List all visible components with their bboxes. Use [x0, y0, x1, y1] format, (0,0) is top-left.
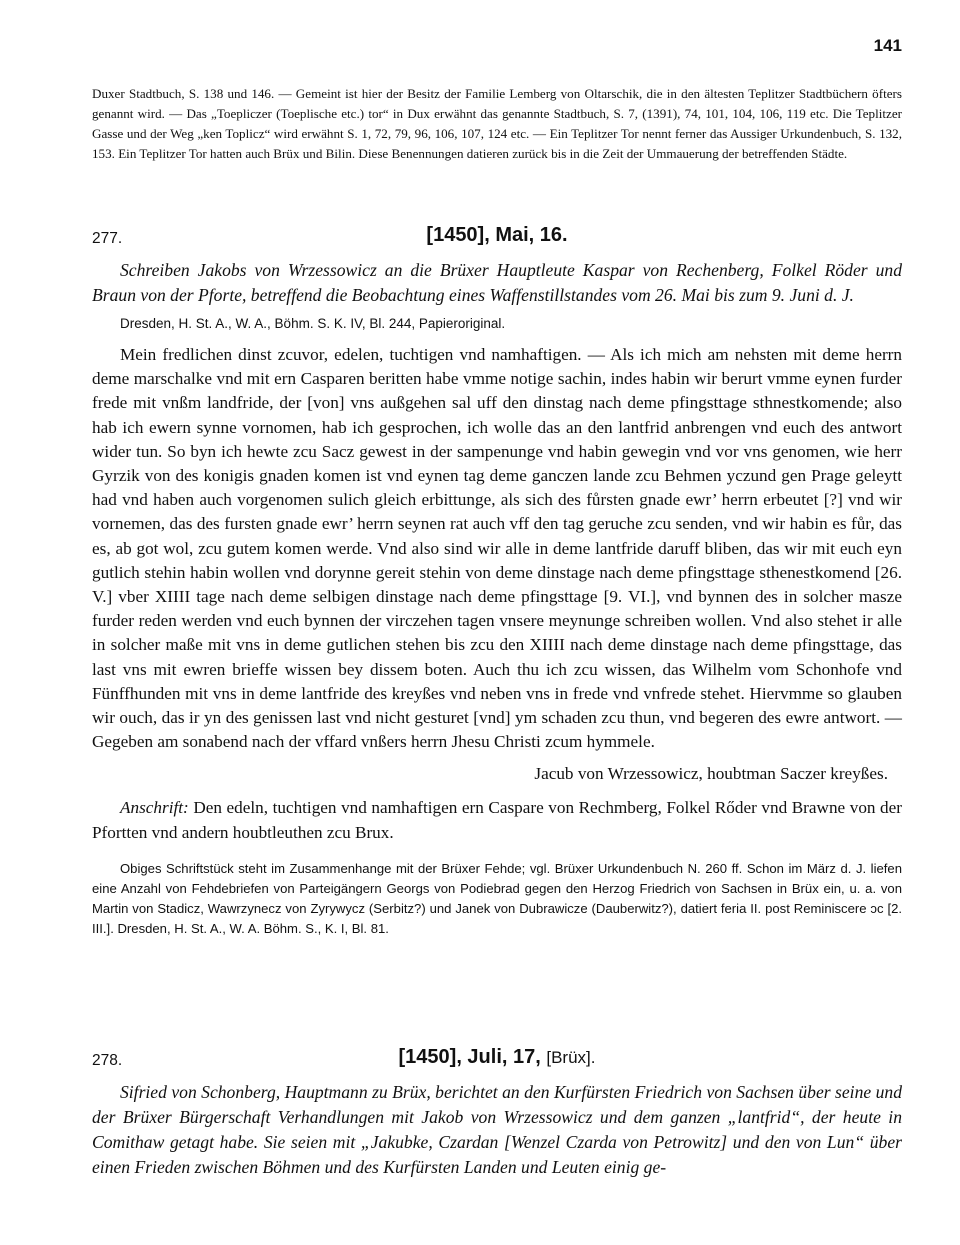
- regest: Schreiben Jakobs von Wrzessowicz an die Brüxer Hauptleute Kaspar von Rechenberg, Folkel Röder und Braun von der Pforte, betreffend die Beobachtung eines Waffenstillstandes vom 26. Mai bis zum 9. Juni d. J.: [92, 260, 902, 305]
- entry-header: [92, 1046, 902, 1074]
- regest: Sifried von Schonberg, Hauptmann zu Brüx, berichtet an den Kurfürsten Friedrich von Sachsen über seine und der Brüxer Bürgerschaft Verhandlungen mit Jakob von Wrzessowicz und dem ganzen „lantfrid“, der heute in Comithaw getagt habe. Sie seien mit „Jakubke, Czardan [Wenzel Czarda von Petrowitz] und den von Lun“ über einen Frieden zwischen Böhmen und des Kurfürsten Landen und Leuten einig ge-: [92, 1082, 902, 1177]
- document-text: Mein fredlichen dinst zcuvor, edelen, tuchtigen vnd namhaftigen. — Als ich mich am nehsten mit deme herrn deme marschalke vnd mit ern Casparen beritten habe vmme notige sachin, indes habin wir berurt vmme eynen furder frede mit vnßm landfride, der [von] vns außgehen sal uff den dinstag nach deme pfingsttage sthnestkomende; also hab ich ewern synne vornomen, hab ich gesprochen, ich wolle das an den lantfrid anbrengen vnd euch des antwort wider tun. So byn ich hewte zcu Sacz gewest in der sampenunge vnd habin gewegin vnd vor vns genomen, wie herr Gyrzik von des konigis gnaden komen ist vnd eynen tag deme ganczen lande zcu Behmen yczund gen Prage geleytt had vnd haben auch vorgenomen sulich gleich erbittunge, als sich des fůrsten gnade ewr’ herrn erbeutet [?] vnd wir vornemen, das des fursten gnade ewr’ herrn seynen rat auch vff den tag geruche zcu senden, vnd wir habin es fůr, das es, ab got wol, zcu gutem komen werde. Vnd also sind wir alle in deme lantfride daruff bliben, das wir mit euch eyn gutlich stehin habin wollen vnd dorynne gereit stehin von deme dinstage nach deme pfingsttage sthenestkomend [26. V.] vber XIIII tage nach deme selbigen dinstage nach deme pfingsttage [9. VI.], vnd bynnen des in solcher masze furder reden werden vnd euch bynnen der virczehen tagen vnsere meynunge schreiben wollen. Vnd also stehet ir alle in solcher maße mit vns in deme gutlichen stehen bis zcu den XIIII nach deme dinstage nach deme pfingsttage, das last vns mit ewren brieffe wissen bey dissem boten. Auch thu ich zcu wissen, das Wilhelm vom Schonhofe vnd Fünffhunden mit vns in deme lantfride des kreyßes vnd neben vns in frede vnd vnfrede stehet. Hiervmme so glauben wir ouch, das ir yn des genissen last vnd nicht gesturet [vnd] ym schaden zcu thun, vnd begeren des ewre antwort. — Gegeben am sonabend nach der vffard vnßers herrn Jhesu Christi zcum hymmele.: [92, 345, 902, 752]
- address: [92, 796, 902, 845]
- entry-date: [92, 1046, 902, 1069]
- continued-footnote: Duxer Stadtbuch, S. 138 und 146. — Gemeint ist hier der Besitz der Familie Lemberg von Oltarschik, die in den ältesten Teplitzer Stadtbüchern öfters genannt wird. — Das „Toepliczer (Toeplische etc.) tor“ in Dux erwähnt das genannte Stadtbuch, S. 7, (1391), 74, 101, 104, 106, 119 etc. Die Teplitzer Gasse und der Weg „ken Toplicz“ wird erwähnt S. 1, 72, 79, 96, 106, 107, 124 etc. — Ein Teplitzer Tor nennt ferner das Aussiger Urkundenbuch, S. 132, 153. Ein Teplitzer Tor hatten auch Brüx und Bilin. Diese Benennungen datieren zurück bis in die Zeit der Ummauerung der betreffenden Städte.: [92, 86, 902, 161]
- page-number: 141: [873, 36, 902, 55]
- entry-header: [92, 224, 902, 252]
- signature: Jacub von Wrzessowicz, houbtman Saczer kreyßes.: [534, 764, 888, 784]
- address-label: Anschrift:: [120, 798, 189, 818]
- entry-number: 278.: [92, 1052, 123, 1069]
- editorial-remark: Obiges Schriftstück steht im Zusammenhange mit der Brüxer Fehde; vgl. Brüxer Urkundenbuch N. 260 ff. Schon im März d. J. liefen eine Anzahl von Fehdebriefen von Parteigängern Georgs von Podiebrad gegen den Herzog Friedrich von Sachsen in Brüx ein, u. a. von Martin von Stadicz, Wawrzynecz von Zyrywycz (Serbitz?) und Janek von Dubrawicze (Dauberwitz?), datiert feria II. post Reminiscere ɔc [2. III.]. Dresden, H. St. A., W. A. Böhm. S., K. I, Bl. 81.: [92, 861, 902, 937]
- entry-place: [Brüx].: [546, 1048, 596, 1067]
- entry-278: [92, 1046, 902, 1180]
- entry-date: [1450], Mai, 16.: [426, 224, 568, 246]
- entry-number: 277.: [92, 230, 123, 247]
- source-reference: Dresden, H. St. A., W. A., Böhm. S. K. IV, Bl. 244, Papieroriginal.: [120, 316, 506, 331]
- entry-date-text: [1450], Juli, 17,: [398, 1046, 541, 1068]
- entry-277: [92, 224, 902, 939]
- address-text: Den edeln, tuchtigen vnd namhaftigen ern Caspare von Rechmberg, Folkel Rőder vnd Brawne von der Pfortten vnd andern houbtleuthen zcu Brux.: [92, 798, 903, 842]
